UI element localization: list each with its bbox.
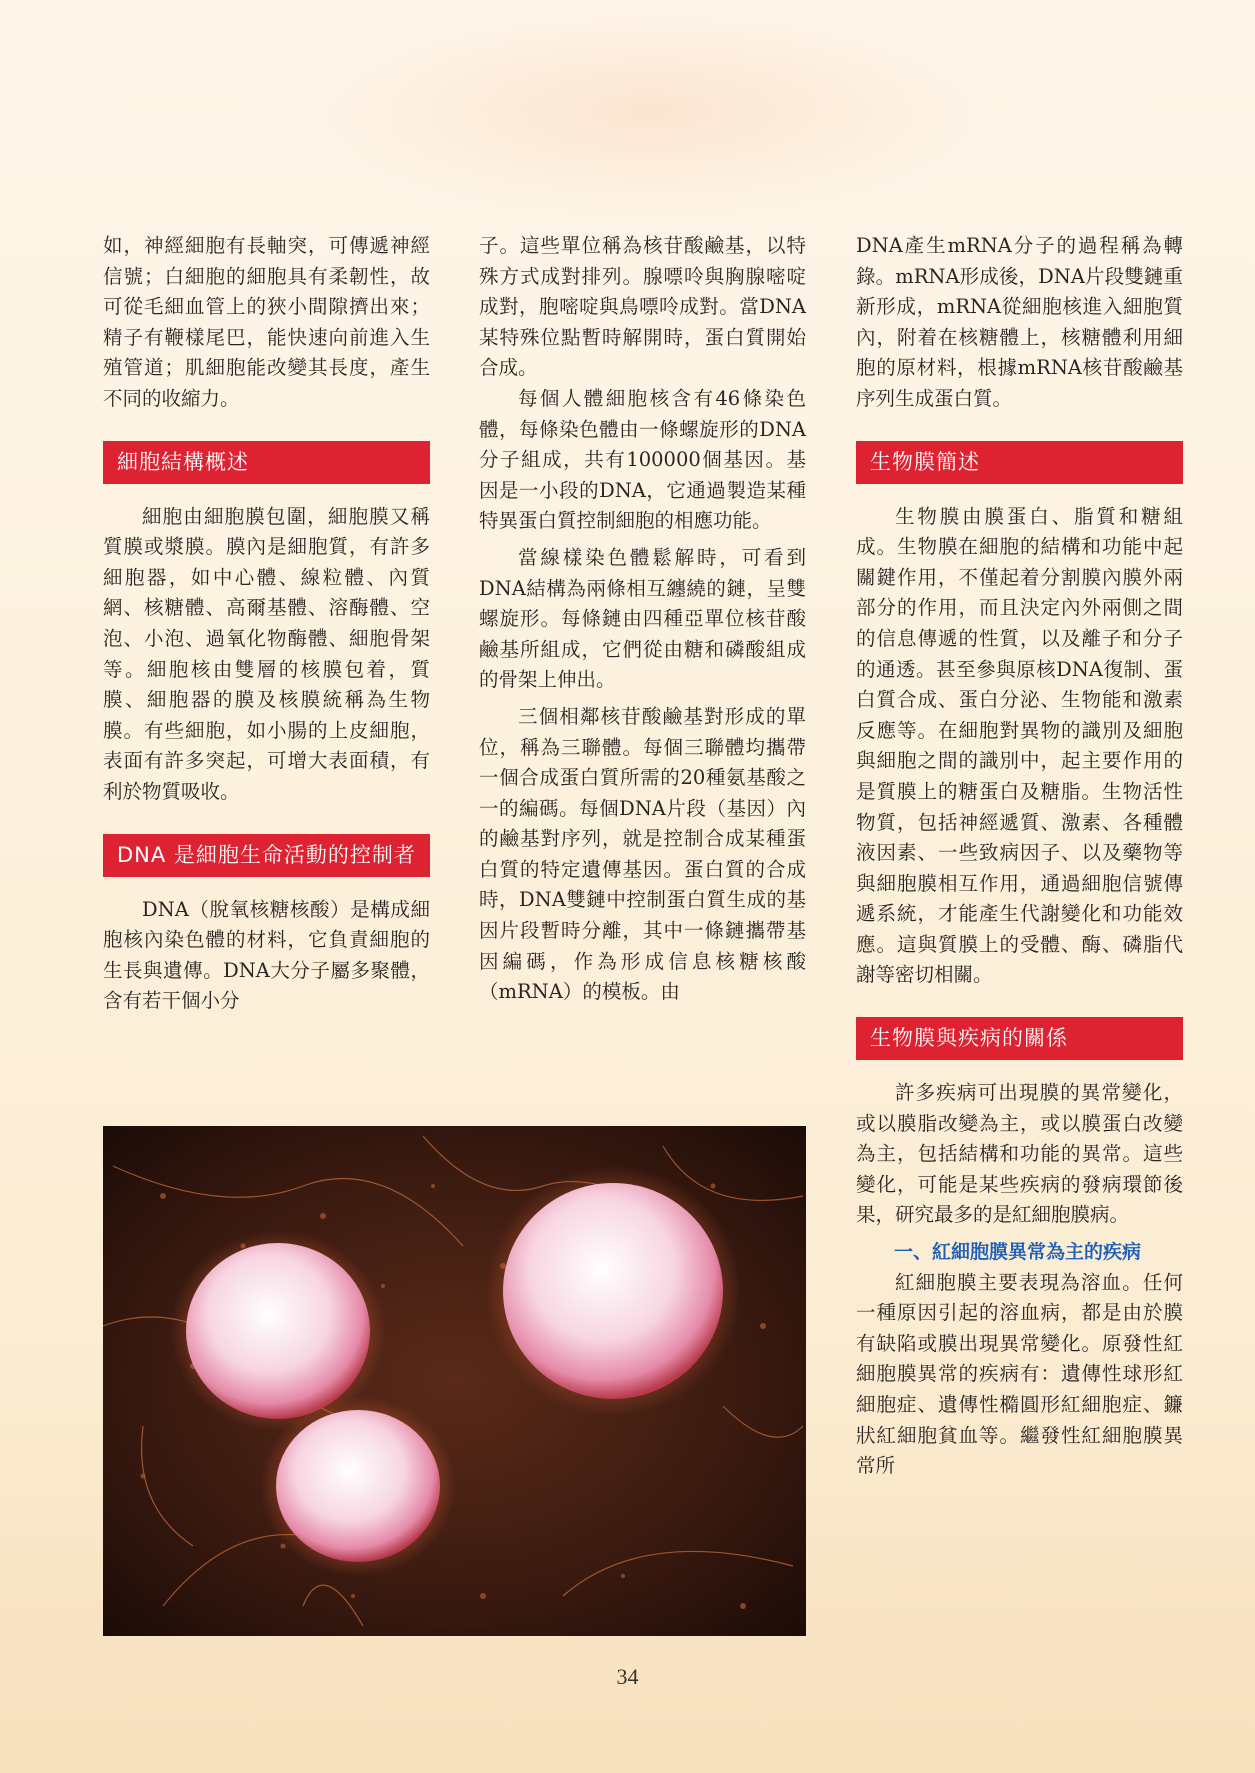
heading-dna-controller: DNA 是細胞生命活動的控制者 [103,834,430,877]
cell-micrograph-svg [103,1126,806,1636]
col3-paragraph-4: 紅細胞膜主要表現為溶血。任何一種原因引起的溶血病，都是由於膜有缺陷或膜出現異常變化。原發性紅細胞膜異常的疾病有：遺傳性球形紅細胞症、遺傳性橢圓形紅細胞症、鐮狀紅細胞貧血等。繼發性紅細胞膜異常所 [856,1270,1183,1478]
heading-biomembrane-overview: 生物膜簡述 [856,441,1183,484]
cell-right [503,1183,723,1399]
col3-paragraph-3: 許多疾病可出現膜的異常變化，或以膜脂改變為主，或以膜蛋白改變為主，包括結構和功能的異常。這些變化，可能是某些疾病的發病環節後果，研究最多的是紅細胞膜病。 [856,1081,1183,1227]
column-1 [103,231,430,1017]
col3-paragraph-1: DNA產生mRNA分子的過程稱為轉錄。mRNA形成後，DNA片段雙鏈重新形成，mRNA從細胞核進入細胞質內，附着在核糖體上，核糖體利用細胞的原材料，根據mRNA核苷酸鹼基序列生成蛋白質。 [856,234,1183,410]
col2-paragraph-4: 三個相鄰核苷酸鹼基對形成的單位，稱為三聯體。每個三聯體均攜帶一個合成蛋白質所需的20種氨基酸之一的編碼。每個DNA片段（基因）內的鹼基對序列，就是控制合成某種蛋白質的特定遺傳基因。蛋白質的合成時，DNA雙鏈中控制蛋白質生成的基因片段暫時分離，其中一條鏈攜帶基因編碼，作為形成信息核糖核酸（mRNA）的模板。由 [479,704,806,1004]
col2-paragraph-2: 每個人體細胞核含有46條染色體，每條染色體由一條螺旋形的DNA分子組成，共有100000個基因。基因是一小段的DNA，它通過製造某種特異蛋白質控制細胞的相應功能。 [479,386,806,533]
cell-left [186,1243,370,1419]
cell-bottom [276,1410,440,1562]
col1-paragraph-2: 細胞由細胞膜包圍，細胞膜又稱質膜或漿膜。膜內是細胞質，有許多細胞器，如中心體、線粒體、內質網、核糖體、高爾基體、溶酶體、空泡、小泡、過氧化物酶體、細胞骨架等。細胞核由雙層的核膜包着，質膜、細胞器的膜及核膜統稱為生物膜。有些細胞，如小腸的上皮細胞，表面有許多突起，可增大表面積，有利於物質吸收。 [103,504,430,803]
col3-paragraph-2: 生物膜由膜蛋白、脂質和糖組成。生物膜在細胞的結構和功能中起關鍵作用，不僅起着分割膜內膜外兩部分的作用，而且決定內外兩側之間的信息傳遞的性質，以及離子和分子的通透。甚至參與原核DNA復制、蛋白質合成、蛋白分泌、生物能和激素反應等。在細胞對異物的識別及細胞與細胞之間的識別中，起主要作用的是質膜上的糖蛋白及糖脂。生物活性物質，包括神經遞質、激素、各種體液因素、一些致病因子、以及藥物等與細胞膜相互作用，通過細胞信號傳遞系統，才能產生代謝變化和功能效應。這與質膜上的受體、酶、磷脂代謝等密切相關。 [856,504,1183,987]
col1-paragraph-3: DNA（脫氧核糖核酸）是構成細胞核內染色體的材料，它負責細胞的生長與遺傳。DNA大分子屬多聚體，含有若干個小分 [103,897,430,1013]
cell-micrograph-image [103,1126,806,1636]
subheading-rbc-membrane: 一、紅細胞膜異常為主的疾病 [894,1241,1142,1264]
column-3 [856,231,1183,1482]
column-2 [479,231,806,1008]
header-glow [300,0,1000,220]
col2-paragraph-3: 當線樣染色體鬆解時，可看到DNA結構為兩條相互纏繞的鏈，呈雙螺旋形。每條鏈由四種亞單位核苷酸鹼基所組成，它們從由糖和磷酸組成的骨架上伸出。 [479,545,806,692]
page-number: 34 [616,1664,639,1689]
col1-paragraph-1: 如，神經細胞有長軸突，可傳遞神經信號；白細胞的細胞具有柔韌性，故可從毛細血管上的狹小間隙擠出來；精子有鞭樣尾巴，能快速向前進入生殖管道；肌細胞能改變其長度，產生不同的收縮力。 [103,234,430,410]
heading-biomembrane-disease: 生物膜與疾病的關係 [856,1017,1183,1060]
col2-paragraph-1: 子。這些單位稱為核苷酸鹼基，以特殊方式成對排列。腺嘌呤與胸腺嘧啶成對，胞嘧啶與鳥嘌呤成對。當DNA某特殊位點暫時解開時，蛋白質開始合成。 [479,234,806,380]
heading-cell-structure-overview: 細胞結構概述 [103,441,430,484]
